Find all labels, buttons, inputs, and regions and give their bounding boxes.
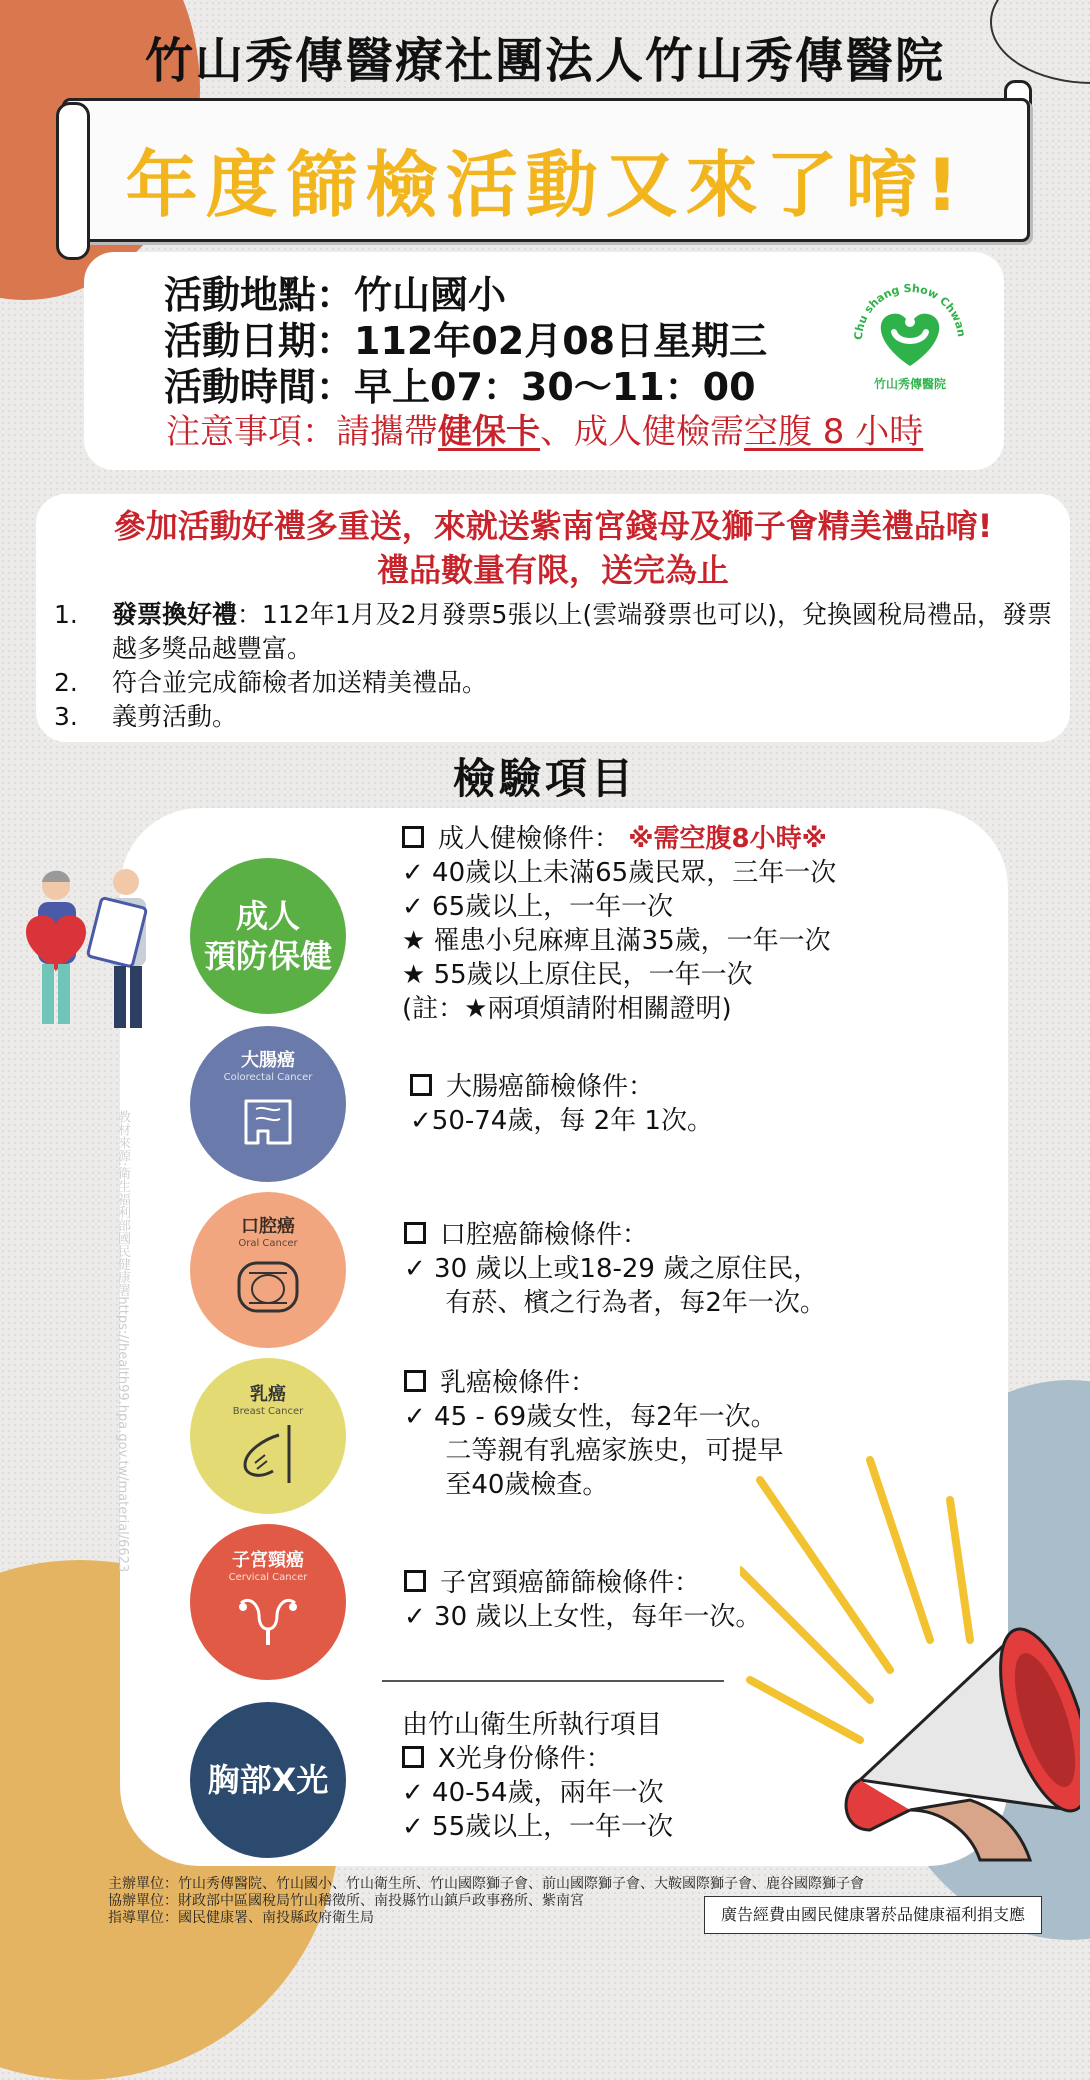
logo-name: 竹山秀傳醫院	[873, 377, 947, 391]
checkbox-icon	[404, 1222, 426, 1244]
hospital-logo	[846, 270, 974, 398]
colorectal-circle: 大腸癌 Colorectal Cancer	[190, 1026, 346, 1182]
event-date: 活動日期：112年02月08日星期三	[164, 319, 768, 363]
exam-title: 檢驗項目	[452, 754, 637, 803]
event-location: 活動地點：竹山國小	[164, 273, 507, 317]
adult-circle: 成人 預防保健	[190, 858, 346, 1014]
gifts-list	[54, 598, 1070, 734]
checkbox-icon	[404, 1570, 426, 1592]
list-item: 1. 發票換好禮：112年1月及2月發票5張以上(雲端發票也可以)，兌換國稅局禮品，發票越多獎品越豐富。	[54, 600, 1052, 663]
breast-circle: 乳癌 Breast Cancer	[190, 1358, 346, 1514]
banner	[62, 98, 1030, 242]
list-item: 3. 義剪活動。	[54, 702, 238, 731]
divider	[382, 1680, 724, 1682]
note-mid: 、成人健檢需	[540, 412, 744, 452]
gifts-headline-1: 參加活動好禮多重送，來就送紫南宮錢母及獅子會精美禮品唷!	[113, 507, 993, 545]
xray-conditions: 由竹山衛生所執行項目 X光身份條件： ✓ 40-54歲，兩年一次 ✓ 55歲以上，一年一次	[402, 1710, 674, 1842]
gifts-card	[36, 494, 1070, 742]
svg-text:Chu shang Show Chwan Hospital: Chu shang Show Chwan	[851, 281, 968, 341]
checkbox-icon	[402, 1746, 424, 1768]
banner-scroll-left	[56, 102, 90, 260]
megaphone-illustration	[740, 1450, 1080, 1870]
footer-co: 協辦單位：財政部中區國稅局竹山稽徵所、南投縣竹山鎮戶政事務所、紫南宮	[108, 1893, 584, 1909]
note-prefix: 注意事項：請攜帶	[166, 412, 438, 452]
checkbox-icon	[410, 1074, 432, 1096]
list-item: 2. 符合並完成篩檢者加送精美禮品。	[54, 668, 488, 697]
cervical-circle: 子宮頸癌 Cervical Cancer	[190, 1524, 346, 1680]
event-time: 活動時間：早上07：30～11：00	[164, 365, 756, 409]
checkbox-icon	[404, 1370, 426, 1392]
oral-conditions: 口腔癌篩檢條件： ✓ 30 歲以上或18-29 歲之原住民， 有菸、檳之行為者，每2年一次。	[404, 1220, 826, 1318]
intestine-icon	[238, 1091, 298, 1155]
sponsor-box: 廣告經費由國民健康署菸品健康福利捐支應	[704, 1896, 1042, 1934]
footer-guide: 指導單位：國民健康署、南投縣政府衛生局	[108, 1910, 374, 1926]
cervical-conditions: 子宮頸癌篩篩檢條件： ✓ 30 歲以上女性，每年一次。	[404, 1568, 762, 1632]
gifts-headline-2: 禮品數量有限，送完為止	[376, 551, 729, 589]
banner-text: 年度篩檢活動又來了唷!	[125, 143, 967, 227]
breast-icon	[235, 1421, 301, 1487]
footer-organizer: 主辦單位：竹山秀傳醫院、竹山國小、竹山衛生所、竹山國際獅子會、前山國際獅子會、大鞍國際獅子會、鹿谷國際獅子會	[108, 1876, 864, 1892]
uterus-icon	[233, 1589, 303, 1649]
heart-logo-icon	[846, 270, 974, 398]
oral-circle: 口腔癌 Oral Cancer	[190, 1192, 346, 1348]
breast-conditions: 乳癌檢條件： ✓ 45 - 69歲女性，每2年一次。 二等親有乳癌家族史，可提早 至40歲檢查。	[404, 1368, 784, 1500]
xray-circle: 胸部X光	[190, 1702, 346, 1858]
note-card: 健保卡	[438, 412, 540, 452]
mouth-icon	[235, 1257, 301, 1317]
watermark: 教材來源:衛生福利部國民健康署https://health99.hpa.gov.tw/material/6623	[115, 1110, 130, 1573]
elderly-couple-illustration	[16, 862, 166, 1042]
colorectal-conditions: 大腸癌篩檢條件： ✓50-74歲，每 2年 1次。	[410, 1072, 713, 1136]
note-fast: 空腹 8 小時	[744, 412, 924, 452]
checkbox-icon	[402, 826, 424, 848]
event-note	[166, 410, 1004, 454]
hospital-title: 竹山秀傳醫療社團法人竹山秀傳醫院	[144, 33, 945, 89]
adult-conditions: 成人健檢條件： ※需空腹8小時※ ✓ 40歲以上未滿65歲民眾，三年一次 ✓ 65歲以上，一年一次 ★ 罹患小兒麻痺且滿35歲，一年一次 ★ 55歲以上原住民，一年一次 (註：★兩項煩請附相關證明)	[402, 824, 837, 1024]
